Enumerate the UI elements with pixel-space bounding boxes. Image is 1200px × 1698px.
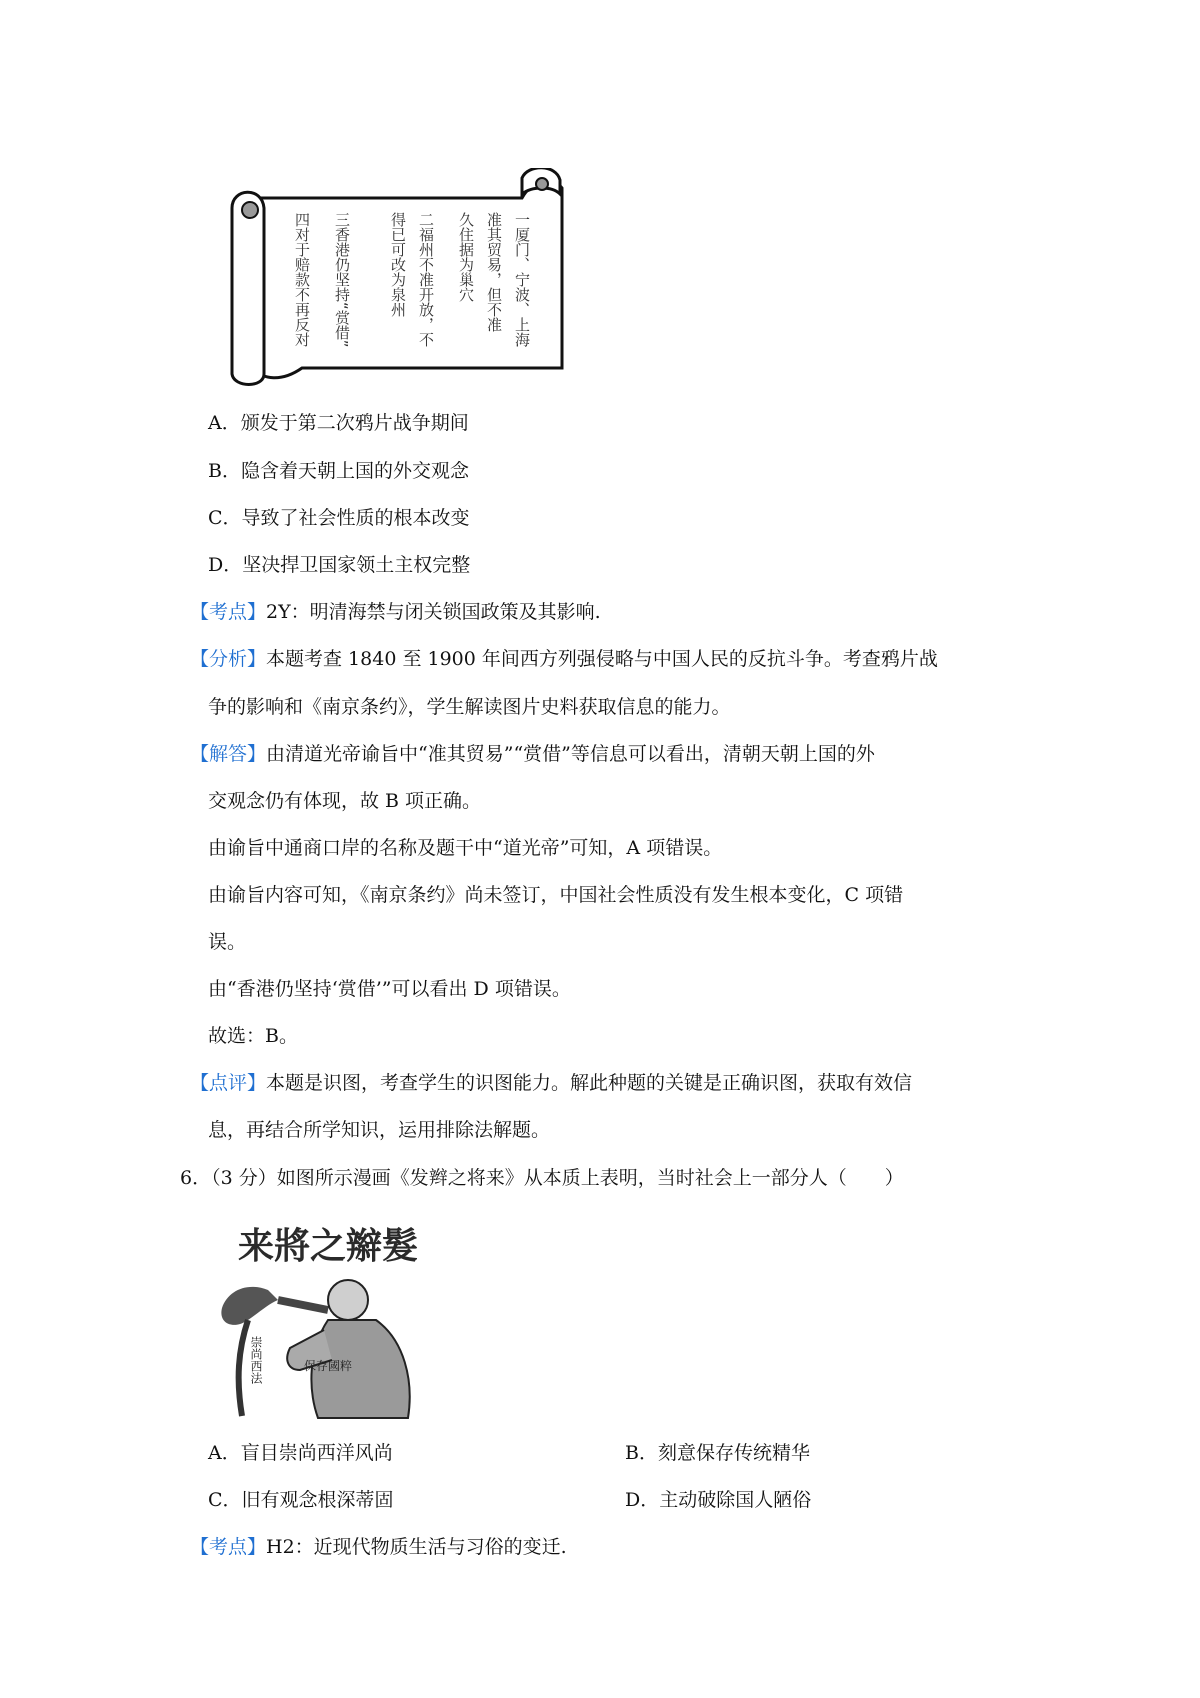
fenxi-tag: 【分析】 xyxy=(190,648,267,670)
q6-option-d: D．主动破除国人陋俗 xyxy=(625,1489,812,1511)
q5-option-a: A．颁发于第二次鸦片战争期间 xyxy=(208,412,469,434)
scroll-column-5: 得已可改为泉州 xyxy=(389,212,407,317)
scroll-column-4: 二福州不准开放，不 xyxy=(417,212,435,347)
q6-option-c: C．旧有观念根深蒂固 xyxy=(208,1489,394,1511)
q5-option-c: C．导致了社会性质的根本改变 xyxy=(208,507,470,529)
jieda-tag: 【解答】 xyxy=(190,743,267,765)
braid-cartoon-image xyxy=(208,1220,468,1420)
edict-scroll-image xyxy=(222,168,574,388)
q5-para-3: 由“香港仍坚持‘赏借’”可以看出 D 项错误。 xyxy=(208,978,571,1000)
q5-dianping-2: 息，再结合所学知识，运用排除法解题。 xyxy=(208,1119,551,1141)
kaodian-tag: 【考点】 xyxy=(190,601,267,623)
cartoon-label-right: 保存國粹 xyxy=(304,1359,353,1373)
scroll-column-2: 准其贸易，但不准 xyxy=(485,212,503,332)
dianping-tag: 【点评】 xyxy=(190,1072,267,1094)
q5-fenxi-2: 争的影响和《南京条约》，学生解读图片史料获取信息的能力。 xyxy=(208,696,731,718)
q5-option-b: B．隐含着天朝上国的外交观念 xyxy=(208,460,469,482)
q6-kaodian: 【考点】H2：近现代物质生活与习俗的变迁. xyxy=(190,1536,567,1558)
q5-jieda-1: 【解答】由清道光帝谕旨中“准其贸易”“赏借”等信息可以看出，清朝天朝上国的外 xyxy=(190,743,875,765)
q5-para-2a: 由谕旨内容可知，《南京条约》尚未签订，中国社会性质没有发生根本变化，C 项错 xyxy=(208,884,904,906)
q5-para-4: 故选：B。 xyxy=(208,1025,298,1047)
q5-para-2b: 误。 xyxy=(208,931,247,953)
cartoon-title: 来將之辮髮 xyxy=(238,1225,419,1267)
q5-kaodian: 【考点】2Y：明清海禁与闭关锁国政策及其影响. xyxy=(190,601,601,623)
q5-dianping-1: 【点评】本题是识图，考查学生的识图能力。解此种题的关键是正确识图，获取有效信 xyxy=(190,1072,913,1094)
scroll-column-1: 一厦门、宁波、上海 xyxy=(513,212,531,347)
scroll-column-6: 三香港仍坚持“赏借” xyxy=(333,212,351,348)
scroll-column-7: 四对于赔款不再反对 xyxy=(293,212,311,347)
q5-fenxi-1: 【分析】本题考查 1840 至 1900 年间西方列强侵略与中国人民的反抗斗争。考查鸦片战 xyxy=(190,648,938,670)
q6-option-b: B．刻意保存传统精华 xyxy=(625,1442,810,1464)
q6-stem: 6．（3 分）如图所示漫画《发辫之将来》从本质上表明，当时社会上一部分人（ ） xyxy=(180,1167,904,1189)
q6-option-a: A．盲目崇尚西洋风尚 xyxy=(208,1442,393,1464)
q6-kaodian-tag: 【考点】 xyxy=(190,1536,267,1558)
q5-para-1: 由谕旨中通商口岸的名称及题干中“道光帝”可知，A 项错误。 xyxy=(208,837,723,859)
scroll-column-3: 久住据为巢穴 xyxy=(457,212,475,302)
q5-jieda-2: 交观念仍有体现，故 B 项正确。 xyxy=(208,790,482,812)
cartoon-label-left: 崇尚西法 xyxy=(249,1336,263,1384)
q5-option-d: D．坚决捍卫国家领土主权完整 xyxy=(208,554,471,576)
